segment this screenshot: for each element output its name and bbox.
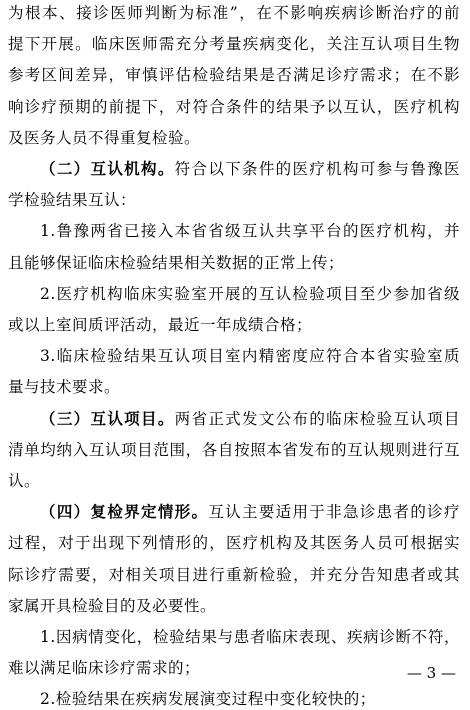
paragraph-line: 清单均纳入互认项目范围，各自按照本省发布的互认规则进行互 [8,440,460,459]
section-2-first-line [40,158,460,180]
paragraph-line: 量与技术要求。 [8,378,121,397]
list-item-line: 1.鲁豫两省已接入本省省级互认共享平台的医疗机构，并 [40,222,460,241]
section-2-heading: （二）互认机构。 [40,160,175,178]
list-item-line: 1.因病情变化，检验结果与患者临床表现、疾病诊断不符， [40,628,460,646]
paragraph-line: 认。 [8,472,41,490]
paragraph-line: 过程，对于出现下列情形的，医疗机构及其医务人员可根据实 [8,534,460,553]
section-4-text: 互认主要适用于非急诊患者的诊疗 [208,503,460,522]
paragraph-line: 难以满足临床诊疗需求的； [8,659,201,678]
page-number: — 3 — [406,664,456,682]
paragraph-line: 或以上室间质评活动，最近一年成绩合格； [8,316,313,334]
list-item-line: 3.临床检验结果互认项目室内精密度应符合本省实验室质 [40,347,460,366]
section-3-text: 两省正式发文公布的临床检验互认项目 [174,409,460,428]
section-3-heading: （三）互认项目。 [40,409,175,428]
paragraph-line: 提下开展。临床医师需充分考量疾病变化，关注互认项目生物 [8,35,460,54]
list-item-line: 2.检验结果在疾病发展演变过程中变化较快的； [40,690,376,709]
section-4-heading: （四）复检界定情形。 [40,503,209,522]
paragraph-line: 且能够保证临床检验结果相关数据的正常上传； [8,253,345,272]
paragraph-line: 家属开具检验目的及必要性。 [8,596,217,615]
paragraph-line: 际诊疗需要，对相关项目进行重新检验，并充分告知患者或其 [8,565,460,584]
paragraph-line: 参考区间差异，审慎评估检验结果是否满足诊疗需求；在不影 [8,66,460,85]
section-4-first-line [40,501,460,523]
paragraph-line: 及医务人员不得重复检验。 [8,128,201,147]
section-3-first-line [40,408,460,430]
list-item-line: 2.医疗机构临床实验室开展的互认检验项目至少参加省级 [40,284,460,303]
paragraph-line: 为根本、接诊医师判断为标准”，在不影响疾病诊断治疗的前 [8,4,460,22]
paragraph-line: 响诊疗预期的前提下，对符合条件的结果予以互认，医疗机构 [8,97,460,116]
paragraph-line: 学检验结果互认： [8,191,137,210]
section-2-text: 符合以下条件的医疗机构可参与鲁豫医 [174,160,460,178]
